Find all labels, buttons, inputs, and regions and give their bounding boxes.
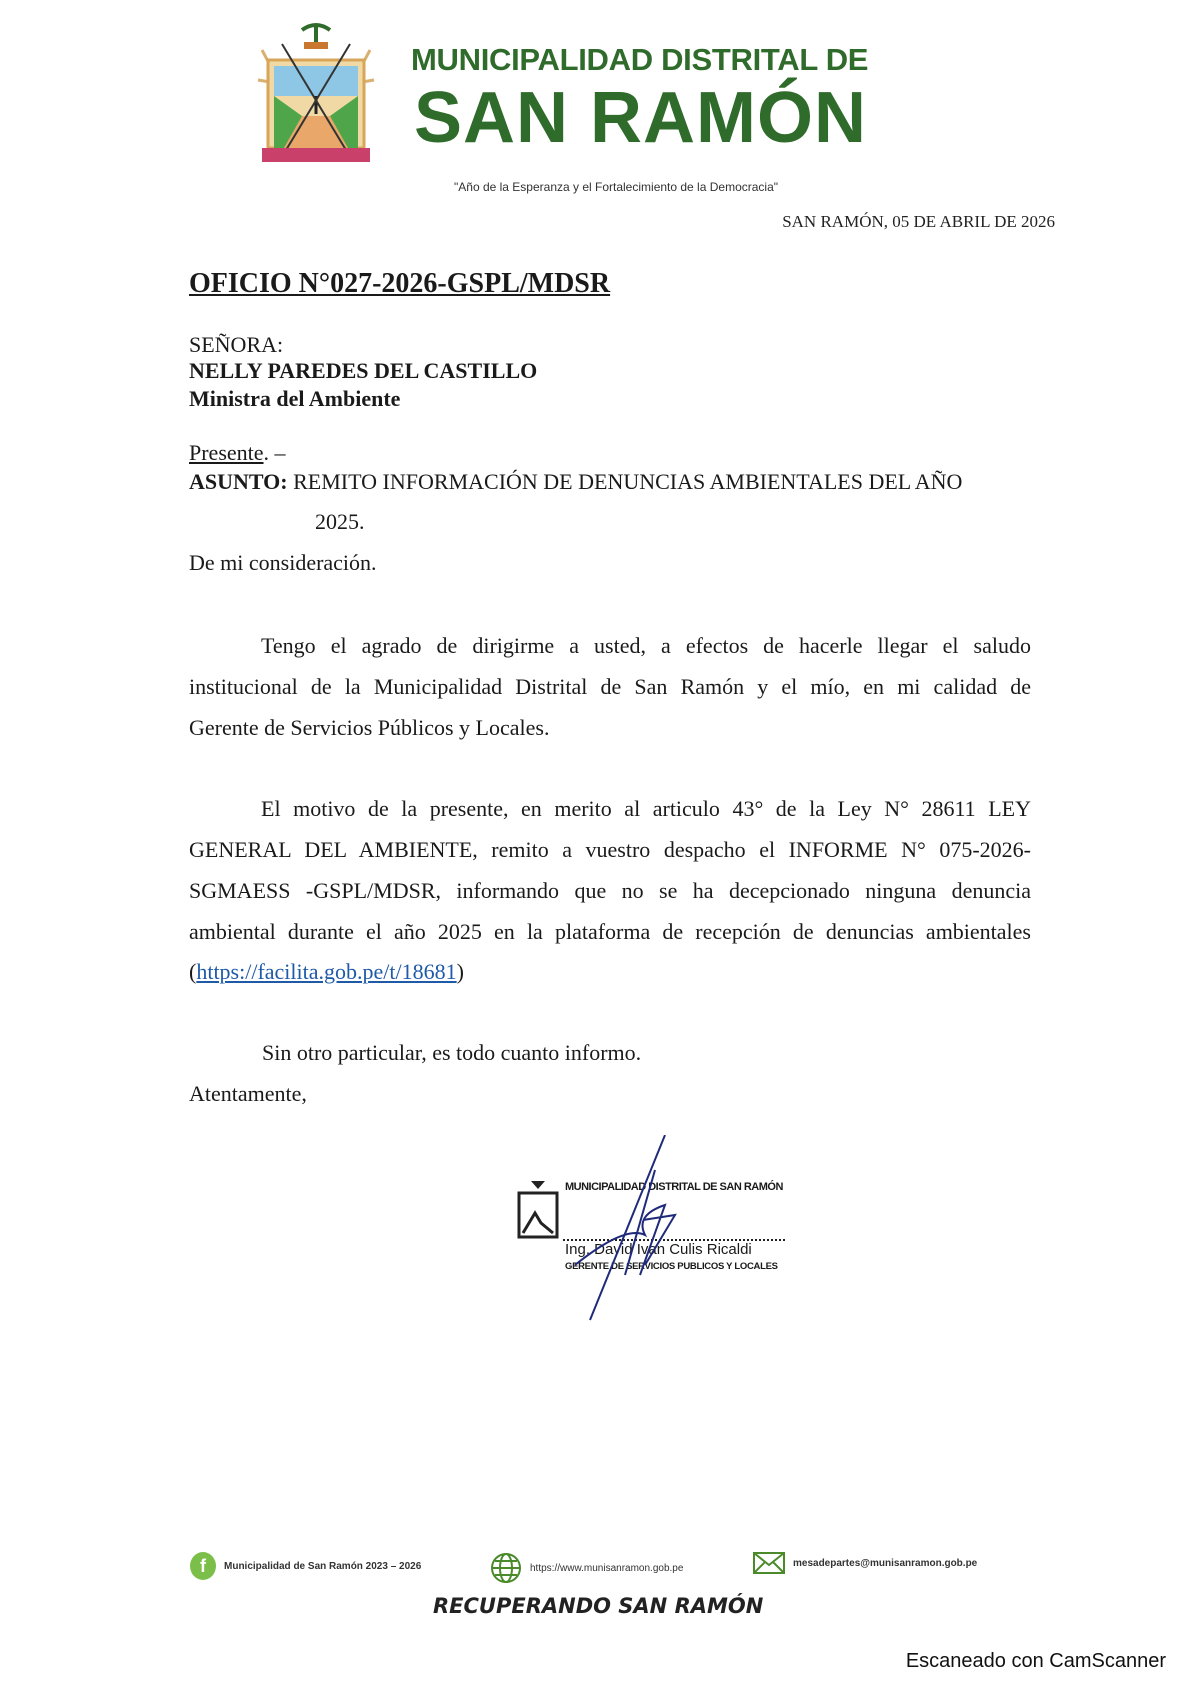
- recipient-title: Ministra del Ambiente: [189, 386, 401, 411]
- municipality-name: MUNICIPALIDAD DISTRITAL DE: [411, 42, 869, 77]
- email-address[interactable]: mesadepartes@munisanramon.gob.pe: [793, 1557, 978, 1569]
- signatory-position: GERENTE DE SERVICIOS PUBLICOS Y LOCALES: [565, 1261, 778, 1272]
- paragraph-1-line: Tengo el agrado de dirigirme a usted, a efectos de hacerle llegar el saludo: [261, 633, 1031, 658]
- footer-slogan: RECUPERANDO SAN RAMÓN: [433, 1594, 764, 1618]
- year-motto: "Año de la Esperanza y el Fortalecimiento de la Democracia": [454, 180, 779, 194]
- presente-suffix: . –: [263, 440, 286, 465]
- closing-salutation: Atentamente,: [189, 1081, 307, 1106]
- subject: [189, 469, 962, 495]
- signatory-name: Ing. David Ivan Culis Ricaldi: [565, 1241, 752, 1258]
- paragraph-2-line: El motivo de la presente, en merito al articulo 43° de la Ley N° 28611 LEY: [261, 796, 1031, 821]
- stamp-organization: MUNICIPALIDAD DISTRITAL DE SAN RAMÓN: [565, 1181, 783, 1193]
- salutation: SEÑORA:: [189, 332, 284, 357]
- municipality-coat-of-arms-logo: [252, 20, 380, 170]
- municipality-city: SAN RAMÓN: [414, 78, 867, 158]
- footer-facebook: [190, 1552, 421, 1580]
- complaints-platform-link[interactable]: https://facilita.gob.pe/t/18681: [196, 959, 457, 984]
- recipient-name: NELLY PAREDES DEL CASTILLO: [189, 358, 538, 383]
- subject-continuation: 2025.: [315, 509, 365, 534]
- greeting: De mi consideración.: [189, 550, 377, 575]
- signature-stamp: [515, 1135, 785, 1325]
- closing-line: Sin otro particular, es todo cuanto informo.: [262, 1040, 642, 1065]
- paragraph-1-line: institucional de la Municipalidad Distrital de San Ramón y el mío, en mi calidad de: [189, 674, 1031, 699]
- camscanner-watermark: Escaneado con CamScanner: [905, 1650, 1166, 1672]
- paragraph-1-line: Gerente de Servicios Públicos y Locales.: [189, 715, 550, 740]
- paragraph-2-line: ambiental durante el año 2025 en la plataforma de recepción de denuncias ambientales: [189, 919, 1031, 944]
- letter-date: SAN RAMÓN, 05 DE ABRIL DE 2026: [782, 212, 1055, 231]
- link-line: (https://facilita.gob.pe/t/18681): [189, 959, 464, 984]
- envelope-icon: [753, 1552, 785, 1574]
- handwritten-signature: [515, 1135, 785, 1325]
- subject-text: REMITO INFORMACIÓN DE DENUNCIAS AMBIENTALES DEL AÑO: [293, 469, 963, 494]
- paragraph-2-line: SGMAESS -GSPL/MDSR, informando que no se ha decepcionado ninguna denuncia: [189, 878, 1031, 903]
- letter-reference: OFICIO N°027-2026-GSPL/MDSR: [189, 268, 611, 299]
- facebook-page: Municipalidad de San Ramón 2023 – 2026: [224, 1560, 422, 1572]
- footer-web: [490, 1552, 683, 1584]
- presente: Presente: [189, 440, 264, 465]
- subject-label: ASUNTO:: [189, 469, 288, 494]
- presente-line: [189, 440, 286, 466]
- website-url[interactable]: https://www.munisanramon.gob.pe: [530, 1562, 684, 1574]
- facebook-icon: f: [190, 1552, 216, 1580]
- globe-icon: [490, 1552, 522, 1584]
- paragraph-2-line: GENERAL DEL AMBIENTE, remito a vuestro despacho el INFORME N° 075-2026-: [189, 837, 1031, 862]
- footer-email: [753, 1552, 977, 1574]
